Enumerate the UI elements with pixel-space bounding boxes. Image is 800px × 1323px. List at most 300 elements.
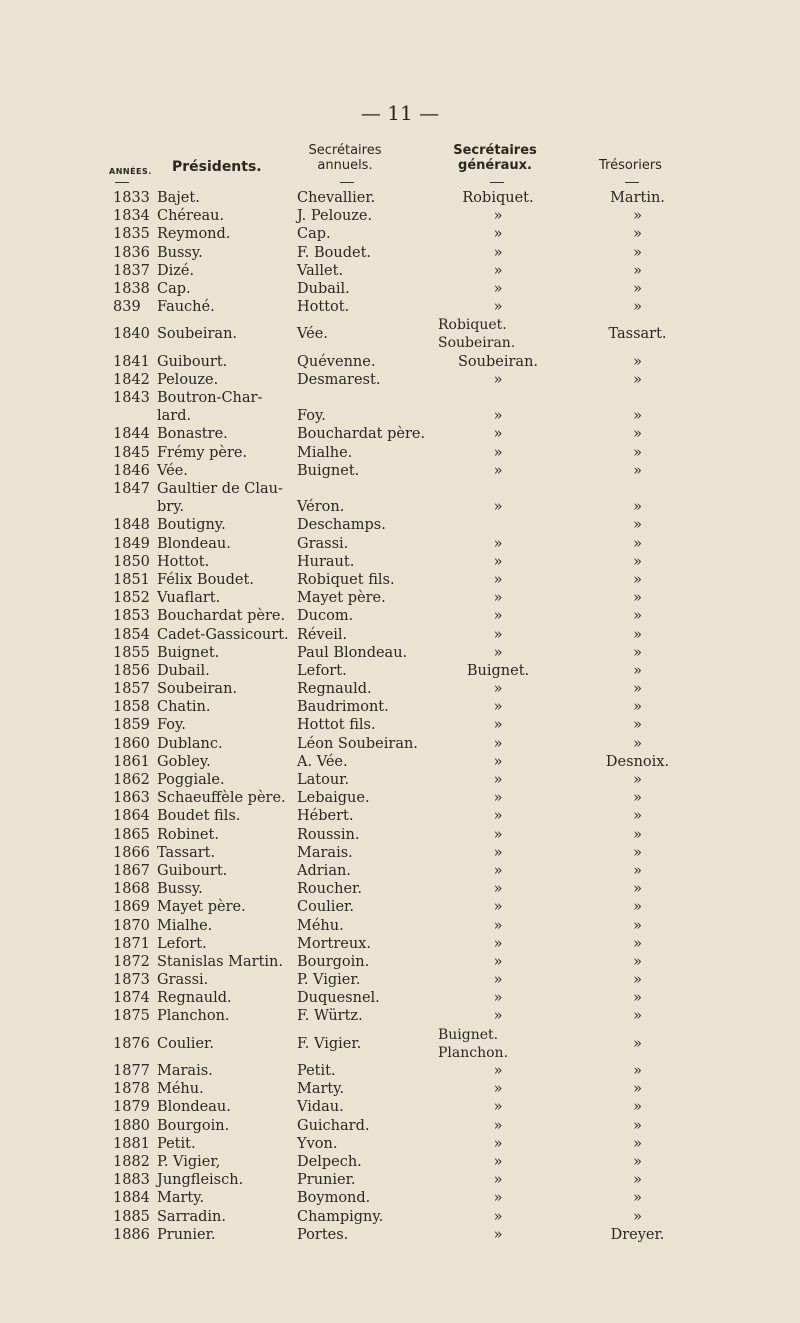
tresorier-cell: »	[633, 844, 642, 861]
year-cell: 1836	[113, 244, 150, 261]
tresorier-cell: Desnoix.	[605, 753, 670, 770]
tresorier-cell: »	[633, 1172, 642, 1189]
column-header-year: ANNÉES.	[109, 167, 152, 176]
tresorier-cell: »	[633, 790, 642, 807]
secretaire-general-cell: »	[493, 681, 503, 698]
year-cell: 1841	[113, 353, 150, 370]
secretaire-general-cell	[438, 1026, 553, 1062]
secretaire-annuel-cell: Lebaigue.	[297, 790, 370, 807]
president-cell: Mialhe.	[157, 917, 213, 934]
secretaire-general-cell: »	[493, 608, 503, 625]
table-row	[0, 953, 800, 971]
year-cell: 1886	[113, 1226, 150, 1243]
year-cell: 1866	[113, 844, 150, 861]
year-cell: 1870	[113, 917, 150, 934]
secretaire-general-cell: Soubeiran.	[457, 353, 539, 370]
secretaire-general-cell: »	[493, 590, 503, 607]
secretaire-general-cell: »	[493, 972, 503, 989]
secretaire-general-cell: »	[493, 462, 503, 479]
secretaire-annuel-cell: Latour.	[297, 772, 350, 789]
tresorier-cell: »	[633, 408, 642, 425]
year-cell: 1856	[113, 662, 150, 679]
secretaire-annuel-cell: Roucher.	[297, 881, 362, 898]
president-cell: Guibourt.	[157, 353, 228, 370]
secretaire-general-cell: »	[493, 226, 503, 243]
secretaire-general-cell	[438, 316, 553, 352]
secretaire-annuel-cell: Baudrimont.	[297, 699, 389, 716]
secretaire-annuel-cell: Ducom.	[297, 608, 354, 625]
secretaire-general-cell: »	[493, 571, 503, 588]
president-cell: Buignet.	[157, 644, 220, 661]
secretaire-general-cell: »	[493, 553, 503, 570]
year-cell: 1861	[113, 753, 150, 770]
year-cell: 1882	[113, 1153, 150, 1170]
tresorier-cell: »	[633, 280, 642, 297]
secretaire-general-cell: »	[493, 772, 503, 789]
tresorier-cell: »	[633, 972, 642, 989]
table-row	[0, 189, 800, 207]
secretaire-general-cell: »	[493, 1226, 503, 1243]
tresorier-cell: »	[633, 644, 642, 661]
tresorier-cell: »	[633, 990, 642, 1007]
secretaire-annuel-cell: Huraut.	[297, 553, 355, 570]
tresorier-cell: »	[633, 462, 642, 479]
secretaire-annuel-cell: Vallet.	[297, 262, 344, 279]
secretaire-general-cell: »	[493, 408, 503, 425]
year-cell: 1876	[113, 1035, 150, 1052]
column-header-secretaires-annuels	[285, 143, 405, 173]
secretaire-general-cell: »	[493, 935, 503, 952]
table-row	[0, 607, 800, 625]
column-header-tresoriers: Trésoriers	[599, 158, 662, 173]
secretaire-general-cell: »	[493, 1117, 503, 1134]
secretaire-annuel-cell: Bourgoin.	[297, 953, 370, 970]
secretaire-general-cell: »	[493, 717, 503, 734]
tresorier-cell: »	[633, 899, 642, 916]
tresorier-cell: »	[633, 917, 642, 934]
year-cell: 1833	[113, 190, 150, 206]
tresorier-cell: »	[633, 735, 642, 752]
secretaire-general-cell: »	[493, 899, 503, 916]
year-cell: 1852	[113, 590, 150, 607]
secretaire-annuel-cell: Hottot fils.	[297, 717, 376, 734]
president-cell: Marty.	[157, 1190, 205, 1207]
president-cell: Poggiale.	[157, 772, 225, 789]
tresorier-cell: »	[633, 1190, 642, 1207]
secretaire-annuel-cell: Grassi.	[297, 535, 349, 552]
table-row	[0, 407, 800, 425]
secretaire-annuel-cell: Regnauld.	[297, 681, 372, 698]
tresorier-cell: »	[633, 208, 642, 225]
tresorier-cell: »	[633, 553, 642, 570]
table-row	[0, 1135, 800, 1153]
year-cell: 1883	[113, 1172, 150, 1189]
secretaire-general-cell: »	[493, 1172, 503, 1189]
secretaire-annuel-cell: Champigny.	[297, 1208, 384, 1225]
table-row	[0, 1226, 800, 1244]
tresorier-cell: »	[633, 226, 642, 243]
table-row	[0, 771, 800, 789]
president-cell: Soubeiran.	[157, 326, 238, 343]
secretaire-general-cell: »	[493, 1208, 503, 1225]
president-cell: Stanislas Martin.	[157, 953, 283, 970]
tresorier-cell: »	[633, 299, 642, 316]
tresorier-cell: »	[633, 808, 642, 825]
secretaire-general-cell: »	[493, 881, 503, 898]
president-cell: Soubeiran.	[157, 681, 238, 698]
year-cell: 1865	[113, 826, 150, 843]
president-cell: Blondeau.	[157, 535, 231, 552]
table-row	[0, 662, 800, 680]
president-cell: Planchon.	[157, 1008, 230, 1025]
tresorier-cell: »	[633, 772, 642, 789]
secretaire-annuel-cell: Marais.	[297, 844, 353, 861]
secretaire-annuel-cell: Vée.	[297, 326, 328, 343]
secretaire-annuel-cell: J. Pelouze.	[297, 208, 373, 225]
table-row	[0, 462, 800, 480]
president-cell: Méhu.	[157, 1081, 204, 1098]
tresorier-cell: »	[633, 1081, 642, 1098]
tresorier-cell: »	[633, 517, 642, 534]
table-row	[0, 316, 800, 352]
president-cell: Bourgoin.	[157, 1117, 230, 1134]
secretaire-general-cell: »	[493, 244, 503, 261]
president-cell: Vée.	[157, 462, 188, 479]
president-cell: lard.	[157, 408, 192, 425]
secretaire-general-cell: »	[493, 299, 503, 316]
president-cell: Pelouze.	[157, 371, 219, 388]
tresorier-cell: »	[633, 353, 642, 370]
tresorier-cell: »	[633, 590, 642, 607]
year-cell: 1858	[113, 699, 150, 716]
secretaire-annuel-cell: Hottot.	[297, 299, 350, 316]
president-cell: Gaultier de Clau-	[157, 481, 283, 498]
year-cell: 1868	[113, 881, 150, 898]
secretaire-general-cell: Robiquet.	[462, 190, 534, 206]
table-row	[0, 1189, 800, 1207]
tresorier-cell: »	[633, 862, 642, 879]
secretaire-general-cell: »	[493, 808, 503, 825]
year-cell: 1881	[113, 1135, 150, 1152]
year-cell: 1871	[113, 935, 150, 952]
secretaire-general-cell: »	[493, 990, 503, 1007]
table-row	[0, 1062, 800, 1080]
president-cell: Lefort.	[157, 935, 207, 952]
president-cell: Bussy.	[157, 881, 203, 898]
secretaire-general-cell: »	[493, 426, 503, 443]
secretaire-annuel-cell: Mortreux.	[297, 935, 371, 952]
president-cell: P. Vigier,	[157, 1153, 221, 1170]
tresorier-cell: »	[633, 626, 642, 643]
table-row	[0, 789, 800, 807]
officers-table	[0, 189, 800, 1244]
secretaire-annuel-cell: Mayet père.	[297, 590, 386, 607]
secretaire-annuel-cell: Portes.	[297, 1226, 349, 1243]
table-row	[0, 244, 800, 262]
president-cell: Chatin.	[157, 699, 211, 716]
year-cell: 1848	[113, 517, 150, 534]
secretaire-annuel-cell: F. Würtz.	[297, 1008, 363, 1025]
secretaire-general-cell: »	[493, 1063, 503, 1080]
table-row	[0, 444, 800, 462]
year-cell: 1837	[113, 262, 150, 279]
secretaire-annuel-cell: Prunier.	[297, 1172, 356, 1189]
secretaire-general-cell: »	[493, 626, 503, 643]
secretaire-annuel-cell: P. Vigier.	[297, 972, 361, 989]
president-cell: Reymond.	[157, 226, 231, 243]
table-row	[0, 389, 800, 407]
year-cell: 1874	[113, 990, 150, 1007]
secretaire-general-name: Robiquet.	[438, 317, 507, 334]
header-rule	[625, 182, 639, 183]
table-row	[0, 1080, 800, 1098]
secretaire-general-cell: »	[493, 844, 503, 861]
president-cell: Guibourt.	[157, 862, 228, 879]
year-cell: 1857	[113, 681, 150, 698]
header-line: généraux.	[458, 158, 532, 173]
tresorier-cell: »	[633, 444, 642, 461]
secretaire-annuel-cell: Boymond.	[297, 1190, 371, 1207]
tresorier-cell: Martin.	[610, 190, 665, 206]
year-cell: 1869	[113, 899, 150, 916]
secretaire-annuel-cell: F. Boudet.	[297, 244, 372, 261]
table-row	[0, 353, 800, 371]
table-row	[0, 1153, 800, 1171]
year-cell: 1863	[113, 790, 150, 807]
president-cell: Marais.	[157, 1063, 213, 1080]
header-line: Secrétaires	[453, 143, 537, 158]
secretaire-annuel-cell: Vidau.	[297, 1099, 344, 1116]
president-cell: Cadet-Gassicourt.	[157, 626, 289, 643]
president-cell: Dublanc.	[157, 735, 223, 752]
secretaire-annuel-cell: Véron.	[297, 499, 345, 516]
table-row	[0, 1026, 800, 1062]
table-row	[0, 735, 800, 753]
year-cell: 1845	[113, 444, 150, 461]
secretaire-general-cell: »	[493, 280, 503, 297]
year-cell: 1860	[113, 735, 150, 752]
secretaire-general-cell: Buignet.	[466, 662, 530, 679]
secretaire-general-cell: »	[493, 1190, 503, 1207]
secretaire-general-cell: »	[493, 535, 503, 552]
tresorier-cell: »	[633, 826, 642, 843]
secretaire-annuel-cell: Adrian.	[297, 862, 351, 879]
table-row	[0, 680, 800, 698]
tresorier-cell: »	[633, 1208, 642, 1225]
table-row	[0, 589, 800, 607]
secretaire-annuel-cell: Lefort.	[297, 662, 347, 679]
secretaire-annuel-cell: Réveil.	[297, 626, 348, 643]
secretaire-annuel-cell: Guichard.	[297, 1117, 370, 1134]
secretaire-annuel-cell: Coulier.	[297, 899, 354, 916]
year-cell: 1844	[113, 426, 150, 443]
year-cell: 1859	[113, 717, 150, 734]
president-cell: Grassi.	[157, 972, 209, 989]
table-row	[0, 516, 800, 534]
column-header-secretaires-generaux	[440, 143, 550, 173]
president-cell: Fauché.	[157, 299, 215, 316]
year-cell: 1884	[113, 1190, 150, 1207]
secretaire-annuel-cell: Foy.	[297, 408, 326, 425]
president-cell: Jungfleisch.	[157, 1172, 244, 1189]
table-row	[0, 225, 800, 243]
tresorier-cell: »	[633, 662, 642, 679]
president-cell: Robinet.	[157, 826, 219, 843]
table-row	[0, 1208, 800, 1226]
secretaire-general-cell: »	[493, 1081, 503, 1098]
secretaire-general-name: Buignet.	[438, 1026, 499, 1043]
president-cell: Schaeuffèle père.	[157, 790, 286, 807]
table-row	[0, 716, 800, 734]
secretaire-annuel-cell: Cap.	[297, 226, 331, 243]
secretaire-annuel-cell: Roussin.	[297, 826, 360, 843]
year-cell: 1875	[113, 1008, 150, 1025]
secretaire-general-cell: »	[493, 444, 503, 461]
secretaire-general-cell: »	[493, 1153, 503, 1170]
table-row	[0, 862, 800, 880]
secretaire-general-cell: »	[493, 862, 503, 879]
president-cell: Coulier.	[157, 1035, 214, 1052]
secretaire-general-cell: »	[493, 826, 503, 843]
table-row	[0, 971, 800, 989]
year-cell: 1879	[113, 1099, 150, 1116]
secretaire-annuel-cell: Paul Blondeau.	[297, 644, 408, 661]
tresorier-cell: »	[633, 717, 642, 734]
secretaire-annuel-cell: Robiquet fils.	[297, 571, 395, 588]
president-cell: Foy.	[157, 717, 186, 734]
secretaire-annuel-cell: Duquesnel.	[297, 990, 380, 1007]
year-cell: 1877	[113, 1063, 150, 1080]
tresorier-cell: »	[633, 1035, 642, 1052]
president-cell: bry.	[157, 499, 185, 516]
president-cell: Dubail.	[157, 662, 210, 679]
header-rule	[340, 182, 354, 183]
tresorier-cell: »	[633, 535, 642, 552]
tresorier-cell: »	[633, 608, 642, 625]
secretaire-annuel-cell: Hébert.	[297, 808, 354, 825]
secretaire-annuel-cell: F. Vigier.	[297, 1035, 362, 1052]
year-cell: 1842	[113, 371, 150, 388]
table-row	[0, 371, 800, 389]
table-row	[0, 1171, 800, 1189]
president-cell: Cap.	[157, 280, 191, 297]
table-row	[0, 553, 800, 571]
tresorier-cell: »	[633, 426, 642, 443]
table-row	[0, 298, 800, 316]
table-row	[0, 1098, 800, 1116]
year-cell: 1847	[113, 481, 150, 498]
tresorier-cell: »	[633, 571, 642, 588]
secretaire-annuel-cell: Desmarest.	[297, 371, 381, 388]
president-cell: Chéreau.	[157, 208, 225, 225]
tresorier-cell: »	[633, 699, 642, 716]
tresorier-cell: Tassart.	[608, 326, 667, 343]
table-row	[0, 753, 800, 771]
secretaire-annuel-cell: Dubail.	[297, 280, 350, 297]
table-row	[0, 425, 800, 443]
secretaire-annuel-cell: Buignet.	[297, 462, 360, 479]
year-cell: 1872	[113, 953, 150, 970]
year-cell: 1851	[113, 571, 150, 588]
tresorier-cell: »	[633, 262, 642, 279]
table-row	[0, 935, 800, 953]
header-line: annuels.	[317, 158, 373, 173]
secretaire-annuel-cell: Mialhe.	[297, 444, 353, 461]
tresorier-cell: Dreyer.	[610, 1226, 665, 1243]
secretaire-general-cell: »	[493, 371, 503, 388]
tresorier-cell: »	[633, 1117, 642, 1134]
table-row	[0, 498, 800, 516]
secretaire-annuel-cell: Marty.	[297, 1081, 345, 1098]
secretaire-general-name: Soubeiran.	[438, 335, 516, 352]
year-cell: 1855	[113, 644, 150, 661]
tresorier-cell: »	[633, 881, 642, 898]
president-cell: Bajet.	[157, 190, 200, 206]
president-cell: Frémy père.	[157, 444, 248, 461]
tresorier-cell: »	[633, 935, 642, 952]
secretaire-general-cell: »	[493, 644, 503, 661]
tresorier-cell: »	[633, 681, 642, 698]
secretaire-annuel-cell: A. Vée.	[297, 753, 348, 770]
table-row	[0, 280, 800, 298]
year-cell: 1867	[113, 862, 150, 879]
secretaire-general-cell: »	[493, 699, 503, 716]
table-row	[0, 626, 800, 644]
president-cell: Bussy.	[157, 244, 203, 261]
secretaire-annuel-cell: Bouchardat père.	[297, 426, 426, 443]
table-row	[0, 844, 800, 862]
secretaire-annuel-cell: Méhu.	[297, 917, 344, 934]
president-cell: Boutron-Char-	[157, 390, 263, 407]
president-cell: Bouchardat père.	[157, 608, 286, 625]
table-row	[0, 698, 800, 716]
secretaire-general-cell: »	[493, 917, 503, 934]
year-cell: 1885	[113, 1208, 150, 1225]
president-cell: Hottot.	[157, 553, 210, 570]
secretaire-annuel-cell: Deschamps.	[297, 517, 386, 534]
secretaire-annuel-cell: Delpech.	[297, 1153, 362, 1170]
president-cell: Bonastre.	[157, 426, 228, 443]
president-cell: Mayet père.	[157, 899, 246, 916]
secretaire-annuel-cell: Yvon.	[297, 1135, 338, 1152]
header-line: Secrétaires	[308, 143, 382, 158]
tresorier-cell: »	[633, 1099, 642, 1116]
secretaire-annuel-cell: Quévenne.	[297, 353, 376, 370]
year-cell: 1862	[113, 772, 150, 789]
secretaire-general-cell: »	[493, 208, 503, 225]
header-rule	[490, 182, 504, 183]
tresorier-cell: »	[633, 244, 642, 261]
president-cell: Vuaflart.	[157, 590, 221, 607]
president-cell: Blondeau.	[157, 1099, 231, 1116]
year-cell: 1853	[113, 608, 150, 625]
table-row	[0, 571, 800, 589]
president-cell: Dizé.	[157, 262, 195, 279]
tresorier-cell: »	[633, 1063, 642, 1080]
secretaire-general-cell: »	[493, 735, 503, 752]
president-cell: Gobley.	[157, 753, 211, 770]
table-row	[0, 535, 800, 553]
secretaire-annuel-cell: Léon Soubeiran.	[297, 735, 418, 752]
page-number: — 11 —	[360, 101, 440, 125]
table-row	[0, 262, 800, 280]
year-cell: 1843	[113, 390, 150, 407]
president-cell: Félix Boudet.	[157, 571, 254, 588]
president-cell: Prunier.	[157, 1226, 216, 1243]
secretaire-general-cell: »	[493, 753, 503, 770]
column-header-presidents: Présidents.	[172, 159, 262, 175]
president-cell: Sarradin.	[157, 1208, 226, 1225]
